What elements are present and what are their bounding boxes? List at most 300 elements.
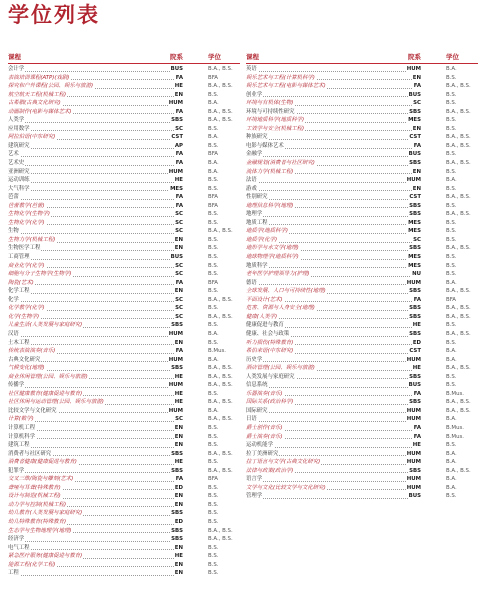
major-name: 环境与有机体(生物) [246,100,294,107]
degree-type: B.A., B.S. [446,407,471,414]
school-code: HUM [168,168,183,175]
degree-type: B.S. [446,74,457,81]
school-code: SC [175,125,183,132]
major-name: 大气科学 [8,185,30,192]
degree-type: B.A., B.S. [446,211,471,218]
school-code: EN [174,236,183,243]
degree-row [8,518,240,527]
degree-type: B.S. [208,305,219,312]
school-code: SBS [409,211,421,218]
degree-type: B.A., B.S. [208,296,233,303]
dot-leader [8,336,182,337]
degree-type: B.S. [446,262,457,269]
degree-type: B.S. [208,493,219,500]
degree-row [8,450,240,459]
school-code: SBS [409,467,421,474]
degree-type: B.A. [208,168,219,175]
major-name: 语言学 [246,476,263,483]
degree-row [8,509,240,518]
degree-row [246,356,478,365]
degree-row [8,210,240,219]
degree-row [8,219,240,228]
school-code: SC [175,228,183,235]
school-code: SBS [171,322,183,329]
degree-type: B.A., B.S. [208,399,233,406]
degree-type: B.Mus. [208,348,227,355]
major-name: 犯罪学 [8,467,25,474]
degree-row [246,270,478,279]
major-name: 工程 [8,570,19,577]
dot-leader [8,541,182,542]
degree-type: B.S. [208,322,219,329]
school-code: CST [409,134,421,141]
school-code: EN [174,442,183,449]
major-name: 日语 [246,416,257,423]
school-code: HE [174,459,183,466]
school-code: FA [175,151,183,158]
major-name: 管理学 [246,493,263,500]
degree-type: B.S. [208,518,219,525]
degree-row [246,244,478,253]
degree-row [8,202,240,211]
major-name: 希伯来语(中东研究) [246,348,294,355]
degree-type: B.A., B.S. [446,305,471,312]
school-code: MES [408,262,421,269]
degree-row [246,99,478,108]
degree-type: B.S. [446,382,457,389]
degree-row [8,116,240,125]
degree-row [8,381,240,390]
major-name: 流体力学(机械工程) [246,168,294,175]
degree-type: B.S. [446,219,457,226]
school-code: BUS [408,91,421,98]
degree-row [246,227,478,236]
degree-row [246,168,478,177]
degree-row [246,475,478,484]
dot-leader [8,549,182,550]
dot-leader [8,387,182,388]
degree-type: B.S. [208,561,219,568]
dot-leader [246,361,420,362]
school-code: HUM [168,407,183,414]
school-code: SBS [409,373,421,380]
degree-row [8,74,240,83]
degree-type: B.A. [446,66,457,72]
school-code: EN [412,74,421,81]
degree-type: B.S. [208,510,219,517]
degree-row [8,415,240,424]
major-name: 航空航天工程(机械工程) [8,91,67,98]
school-code: CST [409,194,421,201]
degree-type: B.A., B.S. [446,399,471,406]
degree-row [8,561,240,570]
degree-row [8,168,240,177]
degree-row [246,253,478,262]
school-code: SBS [409,245,421,252]
major-name: 平面设计(艺术) [246,296,283,303]
degree-type: B.S. [208,245,219,252]
dot-leader [8,148,182,149]
school-code: FA [175,202,183,209]
degree-type: B.A., B.S. [208,416,233,423]
major-name: 德语 [246,279,257,286]
dot-leader [8,173,182,174]
header-rule [8,63,240,64]
school-code: SBS [171,450,183,457]
school-code: SBS [409,330,421,337]
degree-type: B.S. [446,168,457,175]
dot-leader [246,182,420,183]
major-name: 化学教学(化学) [8,305,45,312]
degree-row [246,202,478,211]
school-code: SBS [171,527,183,534]
degree-type: B.A., B.S. [446,83,471,90]
degree-row [8,193,240,202]
degree-row [8,364,240,373]
major-name: 历史学 [246,356,263,363]
major-name: 经济学 [8,536,25,543]
school-code: SBS [409,108,421,115]
degree-row [8,398,240,407]
school-code: HUM [406,459,421,466]
dot-leader [8,293,182,294]
major-name: 计算(数学) [8,416,34,423]
dot-leader [8,447,182,448]
degree-type: B.S. [446,228,457,235]
degree-type: B.S. [446,91,457,98]
header-major: 课程 [8,53,21,61]
degree-type: B.A., B.S. [208,228,233,235]
degree-type: B.A., B.S. [208,108,233,115]
major-name: 国际关系(政治科学) [246,399,294,406]
major-name: 交叉三维/陶瓷与雕刻(艺术) [8,476,74,483]
school-code: ED [412,339,421,346]
major-name: 游戏 [246,185,257,192]
dot-leader [8,575,182,576]
degree-row [246,373,478,382]
major-name: 全球发展、人口与可持续性(地理) [246,288,326,295]
major-name: 地理信息科学(地理) [246,202,294,209]
degree-type: B.S. [208,442,219,449]
major-name: 爵士创作(音乐) [246,424,283,431]
degree-type: B.S. [208,91,219,98]
major-name: 种族研究 [246,134,268,141]
school-code: BUS [408,382,421,389]
major-name: 环境与可持续性研究 [246,108,295,115]
dot-leader [8,259,182,260]
major-name: 生物 [8,228,19,235]
degree-row [246,450,478,459]
major-name: 芭蕾教学(芭蕾) [8,202,45,209]
major-name: 健康(人类学) [246,313,278,320]
degree-type: B.A. [446,356,457,363]
degree-type: B.S. [208,459,219,466]
degree-row [8,552,240,561]
degree-type: B.S. [446,254,457,261]
degree-type: B.A., B.S. [446,365,471,372]
degree-row [8,287,240,296]
dot-leader [8,199,182,200]
school-code: ED [174,484,183,491]
degree-type: B.A. [208,356,219,363]
major-name: 地质工程 [246,219,268,226]
school-code: HUM [406,407,421,414]
major-name: 健康、社会与政策 [246,330,290,337]
school-code: MES [408,117,421,124]
major-name: 探究和户外课程(公园、娱乐与旅游) [8,83,94,90]
dot-leader [246,267,420,268]
major-name: 化学工程 [8,288,30,295]
school-code: HE [174,553,183,560]
school-code: SC [175,271,183,278]
major-name: 古希腊(古典文化研究) [8,100,61,107]
degree-row [8,227,240,236]
degree-row [8,279,240,288]
degree-type: B.A., B.S. [208,467,233,474]
school-code: EN [174,544,183,551]
degree-type: B.A., B.S. [446,313,471,320]
degree-type: B.A., B.S. [208,373,233,380]
degree-row [246,150,478,159]
dot-leader [8,71,182,72]
school-code: FA [175,476,183,483]
major-name: 传统表演演奏(音乐) [8,348,56,355]
degree-row [8,99,240,108]
major-name: 亚洲研究 [8,168,30,175]
school-code: FA [413,296,421,303]
school-code: CST [171,134,183,141]
dot-leader [246,284,420,285]
school-code: EN [174,288,183,295]
degree-row [8,142,240,151]
major-name: 设计与制造(机械工程) [8,493,61,500]
degree-type: B.S. [208,262,219,269]
degree-type: B.S. [208,142,219,149]
major-name: 人类发展与家庭研究 [246,373,295,380]
dot-leader [246,412,420,413]
school-code: EN [174,570,183,577]
school-code: SBS [171,510,183,517]
degree-row [8,347,240,356]
major-name: 地质学(化学) [246,236,278,243]
major-name: 工效学与安全(机械工程) [246,125,305,132]
major-name: 地质科学 [246,262,268,269]
school-code: SBS [409,160,421,167]
dot-leader [8,301,182,302]
major-name: 土木工程 [8,339,30,346]
dot-leader [8,344,182,345]
school-code: HUM [406,484,421,491]
degree-row [8,458,240,467]
degree-row [8,313,240,322]
degree-type: B.S. [208,288,219,295]
degree-row [246,125,478,134]
degree-row [246,159,478,168]
degree-type: B.A., B.S. [208,117,233,124]
degree-type: BFA [208,194,218,201]
degree-row [246,407,478,416]
school-code: HE [174,177,183,184]
major-name: 聋哑与耳聋(特殊教育) [8,484,61,491]
school-code: HE [412,322,421,329]
degree-row [246,236,478,245]
major-name: 社区休闲与运动管理(公园、娱乐与旅游) [8,399,104,406]
degree-type: B.A., B.S. [208,536,233,543]
major-name: 拉丁美洲研究 [246,450,279,457]
major-name: 运动训练 [8,177,30,184]
degree-row [246,433,478,442]
major-name: 地理学 [246,211,263,218]
degree-type: B.A., B.S. [446,142,471,149]
school-code: EN [412,185,421,192]
right-column [246,52,478,501]
degree-type: B.A. [446,450,457,457]
degree-row [8,176,240,185]
major-name: 阿拉伯语(中东研究) [8,134,56,141]
degree-type: B.S. [446,339,457,346]
degree-type: BFA [446,296,456,303]
major-name: 陶瓷(艺术) [8,279,34,286]
major-name: 儿童生活(人类发展与家庭研究) [8,322,83,329]
major-name: 酒店管理(公园、娱乐与旅游) [246,365,315,372]
major-name: 运动机能学 [246,442,273,449]
major-name: 紧急医疗服务(健康促进与教育) [8,553,83,560]
degree-row [246,185,478,194]
left-column [8,52,240,578]
school-code: HE [174,83,183,90]
major-name: 幼儿特殊教育(特殊教育) [8,518,67,525]
degree-row [8,441,240,450]
degree-row [246,219,478,228]
major-name: 国际研究 [246,407,268,414]
school-code: HUM [168,356,183,363]
major-name: 芭蕾 [8,194,19,201]
major-name: 生物医学工程 [8,245,41,252]
school-code: EN [412,125,421,132]
school-code: SBS [409,305,421,312]
degree-type: B.A. [446,484,457,491]
school-code: HUM [406,416,421,423]
degree-type: B.S. [208,211,219,218]
school-code: SBS [409,313,421,320]
degree-type: B.S. [446,373,457,380]
degree-type: B.A. [446,177,457,184]
school-code: EN [174,245,183,252]
school-code: FA [413,142,421,149]
degree-row [8,150,240,159]
school-code: SC [175,305,183,312]
degree-type: B.S. [446,125,457,132]
dot-leader [246,387,420,388]
degree-type: B.A., B.S. [208,313,233,320]
school-code: FA [175,194,183,201]
degree-row [246,441,478,450]
degree-type: B.S. [208,339,219,346]
major-name: 会计学 [8,66,25,72]
school-code: HUM [406,356,421,363]
degree-row [246,65,478,74]
degree-row [246,330,478,339]
major-name: 表演培训课程(ATP)(戏剧) [8,74,70,81]
degree-row [246,296,478,305]
major-name: 爵士演奏(音乐) [246,433,283,440]
degree-row [8,467,240,476]
degree-row [246,287,478,296]
header-rule [246,63,478,64]
degree-type: B.S. [208,484,219,491]
degree-type: B.A., B.S. [208,450,233,457]
major-name: 细胞与分子生物学(生物学) [8,271,72,278]
degree-row [8,296,240,305]
degree-type: B.S. [208,271,219,278]
degree-row [246,484,478,493]
degree-row [246,424,478,433]
degree-row [8,492,240,501]
degree-row [8,236,240,245]
degree-row [246,467,478,476]
degree-type: B.Mus. [446,433,465,440]
major-name: 危害、资源与人身安全(地理) [246,305,315,312]
school-code: HUM [168,330,183,337]
degree-type: B.S. [446,117,457,124]
degree-row [8,82,240,91]
degree-row [8,433,240,442]
degree-type: BFA [208,151,218,158]
major-name: 建筑工程 [8,442,30,449]
degree-type: B.S. [208,501,219,508]
degree-row [246,74,478,83]
major-name: 化学(生物学) [8,313,40,320]
major-name: 汉语 [8,330,19,337]
school-code: FA [413,433,421,440]
school-code: HUM [406,450,421,457]
school-code: SBS [409,399,421,406]
major-name: 消费者健康(健康促进与教育) [8,459,77,466]
school-code: MES [408,228,421,235]
degree-type: B.A. [446,348,457,355]
major-name: 娱乐艺术与工程(计算机科学) [246,74,315,81]
school-code: HE [174,399,183,406]
school-code: EN [174,424,183,431]
degree-type: B.A. [446,279,457,286]
degree-type: BFA [208,202,218,209]
degree-row [246,390,478,399]
dot-leader [8,182,182,183]
major-name: 地质学(地质科学) [246,228,288,235]
dot-leader [246,139,420,140]
degree-type: B.S. [208,219,219,226]
major-name: 商业化学(化学) [8,262,45,269]
school-code: SBS [171,536,183,543]
degree-row [246,262,478,271]
degree-type: B.S. [208,390,219,397]
major-name: 生物化学(化学) [8,219,45,226]
school-code: FA [175,348,183,355]
degree-type: B.A., B.S. [446,467,471,474]
school-code: BUS [408,151,421,158]
major-name: 建筑研究 [8,142,30,149]
degree-row [8,253,240,262]
school-code: SBS [171,117,183,124]
header-school: 院系 [408,53,421,61]
degree-row [246,116,478,125]
major-name: 法律与政策(政治学) [246,467,294,474]
degree-row [246,492,478,501]
school-code: HUM [168,382,183,389]
degree-type: B.S. [446,100,457,107]
dot-leader [246,216,420,217]
degree-type: B.S. [208,544,219,551]
